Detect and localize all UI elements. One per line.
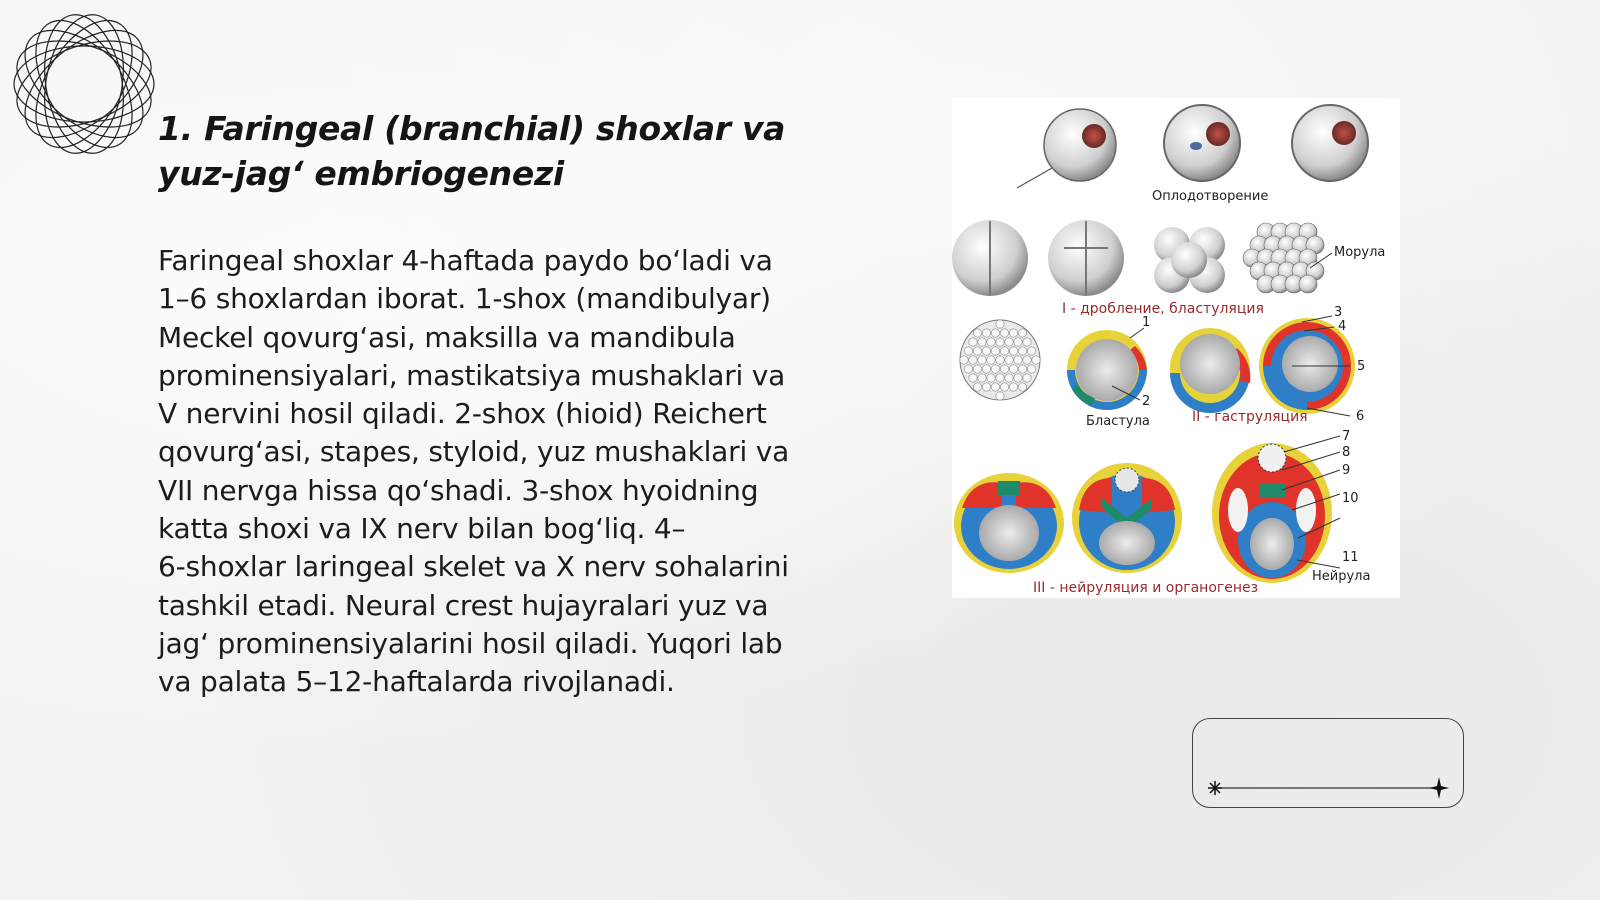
egg-cell (1164, 105, 1240, 181)
blastomere (996, 338, 1004, 346)
blastomere (964, 365, 972, 373)
sparkle-start-icon[interactable] (1208, 781, 1222, 795)
number-label: 10 (1342, 491, 1359, 506)
blastomere (996, 356, 1004, 364)
label-fertilization: Оплодотворение (1152, 189, 1269, 204)
gut-cavity (979, 505, 1039, 561)
slide-body-text (158, 242, 858, 702)
blastomere (1027, 365, 1035, 373)
blastomere (1027, 347, 1035, 355)
blastomere (1018, 365, 1026, 373)
blastomere (1000, 365, 1008, 373)
orbit-ring (10, 10, 158, 158)
archenteron (1282, 336, 1338, 392)
body-line: katta shoxi va IX nerv bilan bog‘liq. 4– (158, 512, 686, 546)
blastomere (978, 338, 986, 346)
blastomere (987, 374, 995, 382)
gut-cavity (1250, 518, 1294, 570)
neurulation-row (954, 429, 1370, 596)
body-line: prominensiyalari, mastikatsiya mushaklari va (158, 358, 786, 392)
blastomere (960, 356, 968, 364)
blastomere (991, 329, 999, 337)
egg-cell (1292, 105, 1368, 181)
blastomere (991, 383, 999, 391)
number-label: 2 (1142, 394, 1151, 409)
leader-line (1284, 436, 1340, 452)
blastomere (1018, 329, 1026, 337)
orbit-ring (16, 10, 152, 158)
blastomere (973, 329, 981, 337)
blastomere (982, 347, 990, 355)
blastomere (996, 392, 1004, 400)
label-neurulation: III - нейруляция и органогенез (1033, 580, 1259, 596)
blastomere (1023, 356, 1031, 364)
notochord (998, 481, 1020, 495)
coelom (1296, 488, 1316, 532)
cleavage-row (952, 220, 1385, 317)
label-neurula: Нейрула (1312, 569, 1371, 584)
blastomere (982, 329, 990, 337)
slide-title-line: yuz-jag‘ embriogenezi (158, 154, 564, 193)
star-end-icon[interactable] (1429, 777, 1449, 799)
body-line: VII nervga hissa qo‘shadi. 3-shox hyoidning (158, 473, 759, 507)
blastomere (996, 374, 1004, 382)
label-morula: Морула (1334, 245, 1386, 260)
blastomere (1000, 329, 1008, 337)
gastrulation-row (960, 305, 1365, 429)
blastomere (1009, 347, 1017, 355)
egg-cell (1044, 109, 1116, 181)
blastomere (1014, 356, 1022, 364)
neurula-stage-2 (1072, 463, 1182, 573)
orbit-ring (14, 46, 154, 122)
blastomere (1014, 374, 1022, 382)
blastomere (1009, 329, 1017, 337)
label-cleavage: I - дробление, бластуляция (1062, 301, 1264, 317)
blastomere (1000, 383, 1008, 391)
number-label: 6 (1356, 409, 1365, 424)
embryogenesis-figure (952, 98, 1400, 598)
progress-navigation-widget[interactable] (1192, 718, 1464, 808)
blastomere (978, 374, 986, 382)
notochord (1259, 484, 1285, 498)
orbit-ring (10, 24, 158, 143)
nucleus (1082, 124, 1106, 148)
blastomere (987, 338, 995, 346)
morula (1243, 223, 1324, 293)
blastomere (982, 365, 990, 373)
blastomere (964, 347, 972, 355)
blastomere (1014, 338, 1022, 346)
number-label: 9 (1342, 463, 1351, 478)
body-line: Meckel qovurg‘asi, maksilla va mandibula (158, 320, 736, 354)
body-line: qovurg‘asi, stapes, styloid, yuz mushaklari va (158, 435, 790, 469)
body-line: Faringeal shoxlar 4-haftada paydo bo‘ladi va (158, 244, 773, 277)
blastomere (1023, 374, 1031, 382)
blastomere (991, 347, 999, 355)
sperm-tail (1017, 168, 1052, 188)
embryogenesis-diagram (952, 98, 1400, 598)
blastomere (973, 347, 981, 355)
neurula-stage-3 (1212, 443, 1332, 583)
blastomere (1032, 356, 1040, 364)
label-gastrulation: II - гаструляция (1192, 409, 1308, 425)
number-label: 1 (1142, 315, 1151, 330)
blastomere (969, 356, 977, 364)
blastomere (987, 356, 995, 364)
blastomere (1005, 356, 1013, 364)
slide-title (158, 106, 858, 196)
blastomere (969, 374, 977, 382)
blastomere (969, 338, 977, 346)
nucleus (1332, 121, 1356, 145)
blastomere (1018, 347, 1026, 355)
orbit-ring (10, 10, 158, 158)
blastomere (996, 320, 1004, 328)
blastocoel (1076, 339, 1138, 401)
gut-cavity (1099, 521, 1155, 565)
blastomere (991, 365, 999, 373)
orbit-rings-decoration-icon (10, 10, 158, 158)
body-line: va palata 5–12-haftalarda rivojlanadi. (158, 665, 675, 699)
number-label: 11 (1342, 550, 1359, 565)
blastomere (1009, 383, 1017, 391)
blastomere (1171, 242, 1207, 278)
body-line: tashkil etadi. Neural crest hujayralari yuz va (158, 588, 769, 622)
blastomere (1023, 338, 1031, 346)
progress-track (1193, 719, 1465, 809)
blastomere (1000, 347, 1008, 355)
fertilization-row (1017, 105, 1368, 204)
blastomere (1009, 365, 1017, 373)
blastomere (1018, 383, 1026, 391)
coelom (1228, 488, 1248, 532)
orbit-ring (34, 10, 133, 158)
orbit-ring (34, 10, 133, 158)
body-line: V nervini hosil qiladi. 2-shox (hioid) Reichert (158, 397, 767, 431)
number-label: 7 (1342, 429, 1351, 444)
blastula-surface (960, 320, 1040, 400)
number-label: 8 (1342, 445, 1351, 460)
neural-tube (1258, 444, 1286, 472)
blastomere (982, 383, 990, 391)
body-line: 1–6 shoxlardan iborat. 1-shox (mandibulyar) (158, 282, 771, 316)
blastomere (1005, 374, 1013, 382)
body-line: jag‘ prominensiyalarini hosil qiladi. Yuqori lab (158, 626, 783, 660)
label-blastula: Бластула (1086, 414, 1150, 429)
slide-title-line: 1. Faringeal (branchial) shoxlar va (158, 109, 786, 148)
number-label: 4 (1338, 319, 1347, 334)
neurula-stage-1 (954, 473, 1064, 573)
blastomere (1005, 338, 1013, 346)
orbit-ring (10, 24, 158, 143)
number-label: 5 (1357, 359, 1366, 374)
pronucleus (1190, 142, 1202, 150)
nucleus (1206, 122, 1230, 146)
blastomere (973, 365, 981, 373)
number-label: 3 (1334, 305, 1343, 320)
body-line: 6-shoxlar laringeal skelet va X nerv sohalarini (158, 550, 789, 584)
morula-blastomere (1299, 275, 1317, 293)
orbit-ring (16, 10, 152, 158)
blastomere (973, 383, 981, 391)
early-gastrula (1170, 328, 1250, 413)
eight-cell-stage (1154, 227, 1225, 293)
blastomere (978, 356, 986, 364)
blastocoel (1180, 334, 1240, 394)
neural-groove (1115, 468, 1139, 492)
